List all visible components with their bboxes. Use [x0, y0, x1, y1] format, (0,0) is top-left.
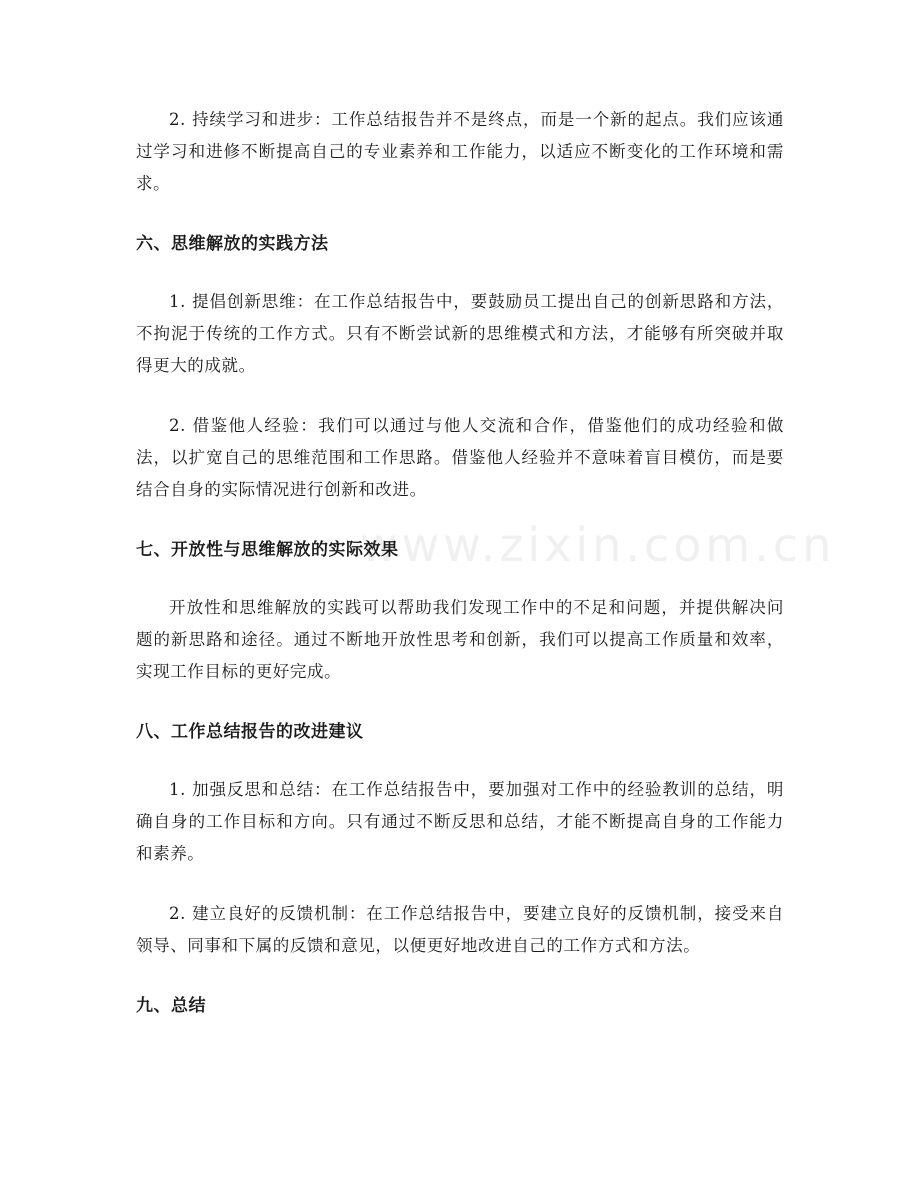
document-body [136, 104, 784, 1022]
watermark: www.zixin.com.cn [360, 518, 836, 572]
paragraph-feedback-mechanism: 2. 建立良好的反馈机制：在工作总结报告中，要建立良好的反馈机制，接受来自领导、同事和下属的反馈和意见，以便更好地改进自己的工作方式和方法。 [136, 904, 784, 955]
paragraph-learn-from-others: 2. 借鉴他人经验：我们可以通过与他人交流和合作，借鉴他们的成功经验和做法，以扩宽自己的思维范围和工作思路。借鉴他人经验并不意味着盲目模仿，而是要结合自身的实际情况进行创新和改进。 [136, 416, 784, 499]
section-heading-7: 七、开放性与思维解放的实际效果 [136, 540, 399, 560]
section-heading-8: 八、工作总结报告的改进建议 [136, 722, 364, 742]
paragraph-reflection: 1. 加强反思和总结：在工作总结报告中，要加强对工作中的经验教训的总结，明确自身的工作目标和方向。只有通过不断反思和总结，才能不断提高自身的工作能力和素养。 [136, 780, 784, 863]
paragraph-innovative-thinking: 1. 提倡创新思维：在工作总结报告中，要鼓励员工提出自己的创新思路和方法，不拘泥于传统的工作方式。只有不断尝试新的思维模式和方法，才能够有所突破并取得更大的成就。 [136, 292, 784, 375]
section-heading-6: 六、思维解放的实践方法 [136, 234, 329, 254]
section-heading-9: 九、总结 [136, 996, 206, 1016]
paragraph-practical-effect: 开放性和思维解放的实践可以帮助我们发现工作中的不足和问题，并提供解决问题的新思路和途径。通过不断地开放性思考和创新，我们可以提高工作质量和效率，实现工作目标的更好完成。 [136, 598, 784, 681]
paragraph-continuous-learning: 2. 持续学习和进步：工作总结报告并不是终点，而是一个新的起点。我们应该通过学习和进修不断提高自己的专业素养和工作能力，以适应不断变化的工作环境和需求。 [136, 110, 784, 193]
